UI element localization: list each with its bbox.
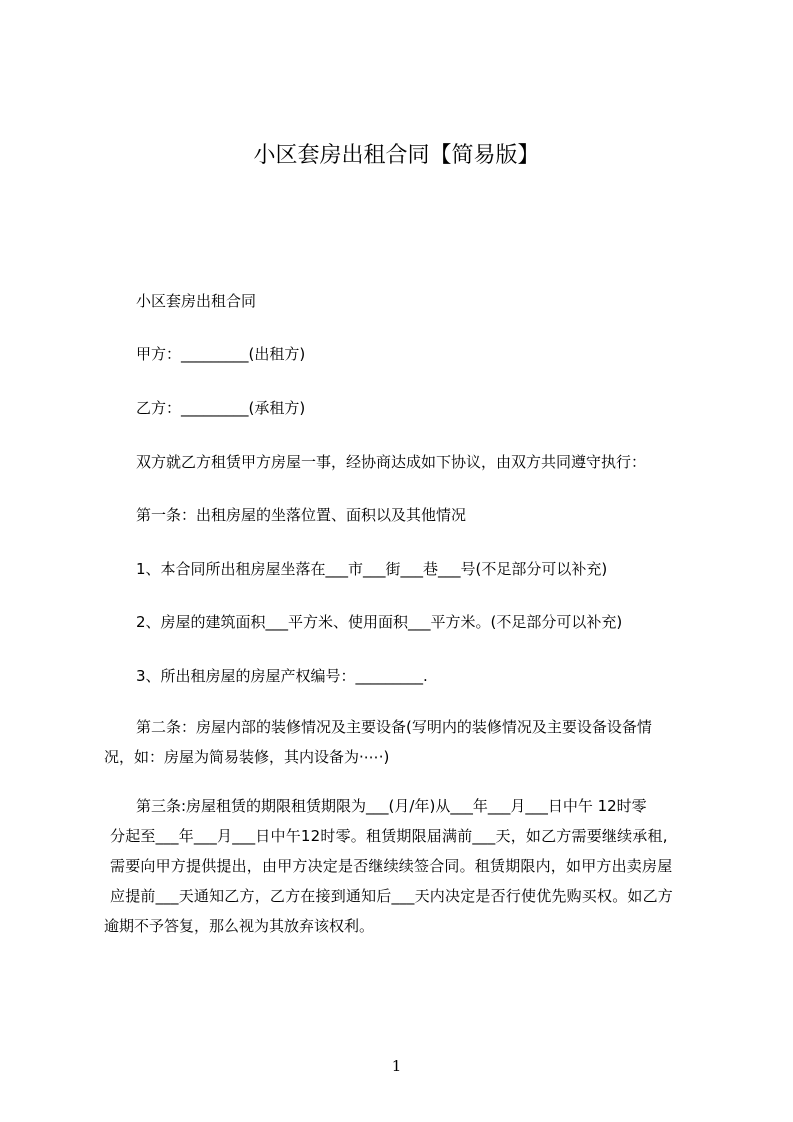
article3-line: 逾期不予答复，那么视为其放弃该权利。 [104, 917, 375, 935]
article3-line: 应提前___天通知乙方，乙方在接到通知后___天内决定是否行使优先购买权。如乙方 [110, 887, 674, 905]
preamble-paragraph: 双方就乙方租赁甲方房屋一事，经协商达成如下协议，由双方共同遵守执行： [136, 453, 647, 471]
party-b-line: 乙方：_________(承租方) [136, 399, 306, 417]
article2-paragraph [104, 712, 702, 772]
party-a-line: 甲方：_________(出租方) [136, 345, 306, 363]
contract-heading: 小区套房出租合同 [136, 292, 257, 310]
article3-line: 第三条:房屋租赁的期限租赁期限为___(月/年)从___年___月___日中午 12时零 [136, 797, 647, 815]
article3-paragraph [104, 791, 702, 941]
article3-line: 需要向甲方提供提出，由甲方决定是否继续续签合同。租赁期限内，如甲方出卖房屋 [110, 857, 673, 875]
page-number: 1 [391, 1057, 402, 1075]
article3-line: 分起至___年___月___日中午12时零。租赁期限届满前___天，如乙方需要继续承租, [110, 827, 668, 845]
article2-line: 第二条：房屋内部的装修情况及主要设备(写明内的装修情况及主要设备设备情 [136, 718, 652, 736]
article1-title: 第一条：出租房屋的坐落位置、面积以及其他情况 [136, 506, 467, 524]
document-title: 小区套房出租合同【简易版】 [253, 143, 540, 168]
article2-line: 况，如：房屋为简易装修，其内设备为·⋯·) [104, 748, 390, 766]
article1-item1: 1、本合同所出租房屋坐落在___市___街___巷___号(不足部分可以补充) [136, 560, 608, 578]
article1-item2: 2、房屋的建筑面积___平方米、使用面积___平方米。(不足部分可以补充) [136, 613, 623, 631]
article1-item3: 3、所出租房屋的房屋产权编号：_________. [136, 667, 428, 685]
